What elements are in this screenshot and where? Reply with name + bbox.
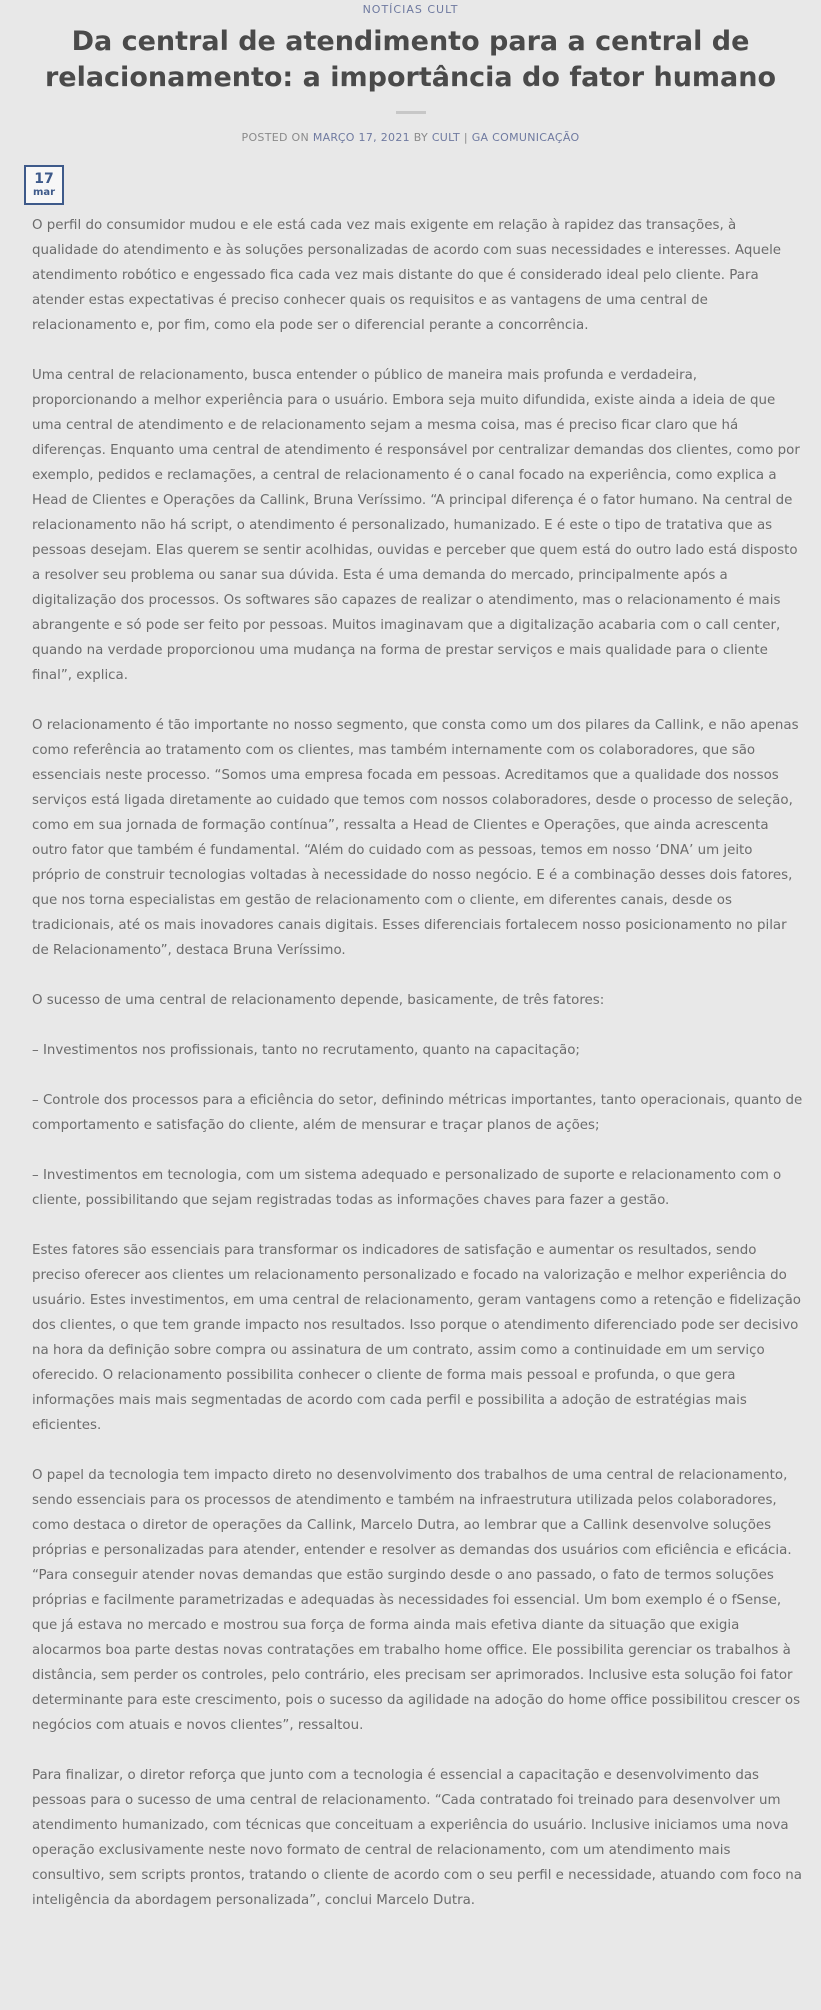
posted-on-label: POSTED ON — [241, 131, 310, 144]
list-item: – Investimentos em tecnologia, com um sistema adequado e personalizado de suporte e relacionamento com o cliente, possibilitando que sejam registradas todas as informações chaves para fazer a gestão. — [32, 1168, 782, 1208]
paragraph: O sucesso de uma central de relacionamento depende, basicamente, de três fatores: — [32, 993, 605, 1008]
paragraph: O papel da tecnologia tem impacto direto no desenvolvimento dos trabalhos de uma central de relacionamento, sendo essenciais para os processos de atendimento e também na infraestrutura utilizada pelos colaboradores, como destaca o diretor de operações da Callink, Marcelo Dutra, ao lembrar que a Callink desenvolve soluções próprias e personalizadas para atender, entender e resolver as demandas dos usuários com eficiência e eficácia. “Para conseguir atender novas demandas que estão surgindo desde o ano passado, o fato de termos soluções próprias e facilmente parametrizadas e adequadas às necessidades foi essencial. Um bom exemplo é o fSense, que já estava no mercado e mostrou sua força de forma ainda mais efetiva diante da situação que exigia alocarmos boa parte destas novas contratações em trabalho home office. Ele possibilita gerenciar os trabalhos à distância, sem perder os controles, pelo contrário, eles precisam ser aprimorados. Inclusive esta solução foi fator determinante para este crescimento, pois o sucesso da agilidade na adoção do home office possibilitou crescer os negócios com atuais e novos clientes”, ressaltou. — [32, 1468, 801, 1733]
paragraph: O relacionamento é tão importante no nosso segmento, que consta como um dos pilares da Callink, e não apenas como referência ao tratamento com os clientes, mas também internamente com os colaboradores, que são essenciais neste processo. “Somos uma empresa focada em pessoas. Acreditamos que a qualidade dos nossos serviços está ligada diretamente ao cuidado que temos com nossos colaboradores, desde o processo de seleção, como em sua jornada de formação contínua”, ressalta a Head de Clientes e Operações, que ainda acrescenta outro fator que também é fundamental. “Além do cuidado com as pessoas, temos em nosso ‘DNA’ um jeito próprio de construir tecnologias voltadas à necessidade do nosso negócio. E é a combinação desses dois fatores, que nos torna especialistas em gestão de relacionamento com o cliente, em diferentes canais, desde os tradicionais, até os mais inovadores canais digitais. Esses diferenciais fortalecem nosso posicionamento no pilar de Relacionamento”, destaca Bruna Veríssimo. — [32, 718, 799, 958]
paragraph: Para finalizar, o diretor reforça que junto com a tecnologia é essencial a capacitação e desenvolvimento das pessoas para o sucesso de uma central de relacionamento. “Cada contratado foi treinado para desenvolver um atendimento humanizado, com técnicas que conceituam a experiência do usuário. Inclusive iniciamos uma nova operação exclusivamente neste novo formato de central de relacionamento, com um atendimento mais consultivo, sem scripts prontos, tratando o cliente de acordo com o seu perfil e necessidade, atuando com foco na inteligência da abordagem personalizada”, conclui Marcelo Dutra. — [32, 1768, 802, 1908]
date-badge-day: 17 — [34, 171, 54, 187]
list-item: – Controle dos processos para a eficiência do setor, definindo métricas importantes, tanto operacionais, quanto de comportamento e satisfação do cliente, além de mensurar e traçar planos de ações; — [32, 1093, 803, 1133]
category-link[interactable]: NOTÍCIAS CULT — [362, 3, 459, 16]
date-badge — [24, 165, 64, 205]
meta-separator: | — [463, 131, 468, 144]
post-meta — [0, 131, 821, 147]
by-label: BY — [413, 131, 429, 144]
author-link[interactable]: CULT — [431, 131, 461, 144]
paragraph: Uma central de relacionamento, busca entender o público de maneira mais profunda e verdadeira, proporcionando a melhor experiência para o usuário. Embora seja muito difundida, existe ainda a ideia de que uma central de atendimento e de relacionamento sejam a mesma coisa, mas é preciso ficar claro que há diferenças. Enquanto uma central de atendimento é responsável por centralizar demandas dos clientes, como por exemplo, pedidos e reclamações, a central de relacionamento é o canal focado na experiência, como explica a Head de Clientes e Operações da Callink, Bruna Veríssimo. “A principal diferença é o fator humano. Na central de relacionamento não há script, o atendimento é personalizado, humanizado. E é este o tipo de tratativa que as pessoas desejam. Elas querem se sentir acolhidas, ouvidas e perceber que quem está do outro lado está disposto a resolver seu problema ou sanar sua dúvida. Esta é uma demanda do mercado, principalmente após a digitalização dos processos. Os softwares são capazes de realizar o atendimento, mas o relacionamento é mais abrangente e só pode ser feito por pessoas. Muitos imaginavam que a digitalização acabaria com o call center, quando na verdade proporcionou uma mudança na forma de prestar serviços e mais qualidade para o cliente final”, explica. — [32, 368, 800, 683]
article-body — [32, 213, 804, 1938]
paragraph: O perfil do consumidor mudou e ele está cada vez mais exigente em relação à rapidez das transações, à qualidade do atendimento e às soluções personalizadas de acordo com suas necessidades e interesses. Aquele atendimento robótico e engessado fica cada vez mais distante do que é considerado ideal pelo cliente. Para atender estas expectativas é preciso conhecer quais os requisitos e as vantagens de uma central de relacionamento e, por fim, como ela pode ser o diferencial perante a concorrência. — [32, 218, 782, 333]
post-date-link[interactable]: MARÇO 17, 2021 — [312, 131, 410, 144]
list-item: – Investimentos nos profissionais, tanto no recrutamento, quanto na capacitação; — [32, 1043, 580, 1058]
organization-link[interactable]: GA COMUNICAÇÃO — [471, 131, 580, 144]
date-badge-month: mar — [32, 187, 56, 198]
paragraph: Estes fatores são essenciais para transformar os indicadores de satisfação e aumentar os resultados, sendo preciso oferecer aos clientes um relacionamento personalizado e focado na valorização e melhor experiência do usuário. Estes investimentos, em uma central de relacionamento, geram vantagens como a retenção e fidelização dos clientes, o que tem grande impacto nos resultados. Isso porque o atendimento diferenciado pode ser decisivo na hora da definição sobre compra ou assinatura de um contrato, assim como a continuidade em um serviço oferecido. O relacionamento possibilita conhecer o cliente de forma mais pessoal e profunda, o que gera informações mais mais segmentadas de acordo com cada perfil e possibilita a adoção de estratégias mais eficientes. — [32, 1243, 801, 1433]
title-divider — [396, 111, 426, 114]
article-title: Da central de atendimento para a central de relacionamento: a importância do fator humano — [44, 26, 777, 93]
